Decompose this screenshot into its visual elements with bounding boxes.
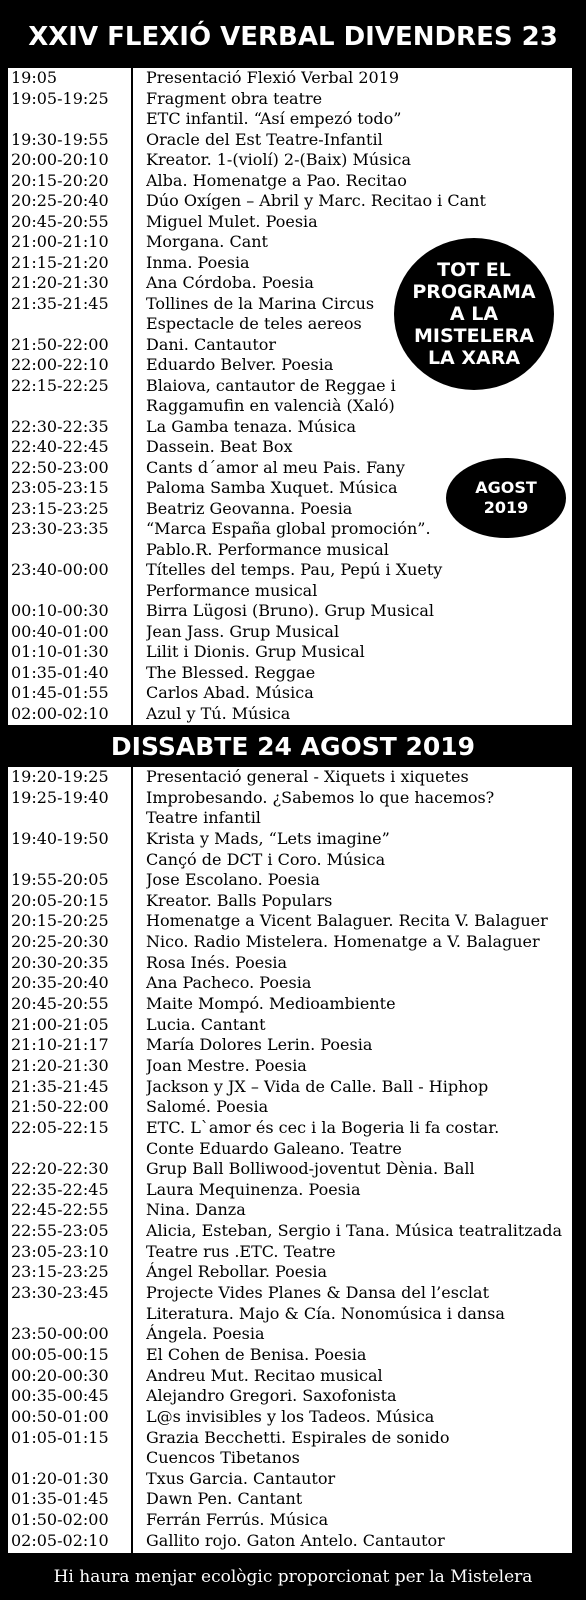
time-slot: 21:35-21:45: [11, 1076, 109, 1096]
time-slot: 22:50-23:00: [11, 457, 109, 477]
act-description: Carlos Abad. Música: [146, 683, 314, 702]
time-slot: 23:30-23:35: [11, 519, 109, 538]
schedule-row: [8, 1242, 572, 1263]
act-description: El Cohen de Benisa. Poesia: [146, 1344, 367, 1364]
act-description: Miguel Mulet. Poesia: [146, 211, 318, 231]
time-slot: 23:30-23:45: [11, 1283, 109, 1303]
act-description: Kreator. 1-(violí) 2-(Baix) Música: [146, 150, 412, 169]
schedule-row: [8, 171, 572, 192]
act-description: Morgana. Cant: [146, 232, 268, 251]
act-description: Dúo Oxígen – Abril y Marc. Recitao i Cant: [146, 191, 486, 210]
date-badge: [446, 458, 566, 538]
time-slot: 22:20-22:30: [11, 1159, 109, 1179]
schedule-row: [8, 1407, 572, 1428]
time-slot: 22:35-22:45: [11, 1179, 109, 1199]
act-description: Ferrán Ferrús. Música: [146, 1510, 329, 1530]
act-description: Dassein. Beat Box: [146, 437, 293, 456]
act-description: Joan Mestre. Poesia: [146, 1055, 307, 1075]
act-description: L@s invisibles y los Tadeos. Música: [146, 1406, 435, 1426]
act-description: Ana Pacheco. Poesia: [146, 973, 312, 993]
act-description: Dani. Cantautor: [146, 334, 277, 354]
act-description: ETC. L`amor és cec i la Bogeria li fa costar.: [146, 1117, 500, 1137]
schedule-row: [8, 417, 572, 438]
act-description: Presentació general - Xiquets i xiquetes: [146, 767, 469, 786]
time-slot: 19:30-19:55: [11, 129, 109, 149]
schedule-row: [8, 68, 572, 89]
time-slot: 22:55-23:05: [11, 1221, 109, 1241]
act-description: Raggamufin en valencià (Xaló): [146, 396, 395, 415]
time-slot: 20:00-20:10: [11, 150, 109, 169]
time-slot: 21:20-21:30: [11, 1055, 109, 1075]
schedule-row: [8, 829, 572, 850]
time-slot: 00:20-00:30: [11, 1365, 109, 1385]
act-description: Dawn Pen. Cantant: [146, 1489, 303, 1509]
time-slot: 20:45-20:55: [11, 211, 109, 231]
time-slot: 21:50-22:00: [11, 334, 109, 354]
schedule-row: [8, 1180, 572, 1201]
time-slot: 19:25-19:40: [11, 787, 109, 807]
act-description: Presentació Flexió Verbal 2019: [146, 68, 400, 87]
schedule-row: [8, 150, 572, 171]
schedule-row: [8, 1510, 572, 1531]
schedule-row: [8, 767, 572, 788]
schedule-row: [8, 396, 572, 417]
act-description: Paloma Samba Xuquet. Música: [146, 478, 398, 497]
act-description: Inma. Poesia: [146, 252, 250, 272]
badge-line: A LA: [449, 303, 499, 325]
time-slot: 19:05: [11, 68, 58, 87]
schedule-row: [8, 1200, 572, 1221]
act-description: Títelles del temps. Pau, Pepú i Xuety: [146, 560, 443, 579]
friday-schedule: [8, 68, 572, 725]
act-description: Eduardo Belver. Poesia: [146, 355, 334, 374]
schedule-row: [8, 1531, 572, 1552]
act-description: Grup Ball Bolliwood-joventut Dènia. Ball: [146, 1159, 475, 1179]
time-slot: 01:45-01:55: [11, 683, 109, 702]
act-description: Nico. Radio Mistelera. Homenatge a V. Balaguer: [146, 932, 540, 952]
time-slot: 23:50-00:00: [11, 1324, 109, 1344]
saturday-rows: [8, 767, 572, 1551]
act-description: Teatre rus .ETC. Teatre: [146, 1241, 336, 1261]
act-description: Alicia, Esteban, Sergio i Tana. Música teatralitzada: [146, 1221, 563, 1241]
schedule-row: [8, 788, 572, 809]
schedule-row: [8, 130, 572, 151]
schedule-row: [8, 1304, 572, 1325]
act-description: Jean Jass. Grup Musical: [146, 621, 340, 641]
time-slot: 00:35-00:45: [11, 1386, 109, 1406]
schedule-row: [8, 1366, 572, 1387]
schedule-row: [8, 560, 572, 581]
act-description: Kreator. Balls Populars: [146, 890, 333, 910]
time-slot: 22:15-22:25: [11, 375, 109, 395]
time-slot: 20:15-20:20: [11, 170, 109, 190]
schedule-row: [8, 1077, 572, 1098]
schedule-row: [8, 1159, 572, 1180]
act-description: “Marca España global promoción”.: [146, 519, 431, 538]
time-slot: 23:05-23:15: [11, 478, 109, 497]
schedule-row: [8, 911, 572, 932]
time-slot: 22:05-22:15: [11, 1117, 109, 1137]
schedule-row: [8, 1056, 572, 1077]
schedule-row: [8, 704, 572, 725]
act-description: Alejandro Gregori. Saxofonista: [146, 1386, 397, 1406]
act-description: Teatre infantil: [146, 808, 261, 828]
act-description: Laura Mequinenza. Poesia: [146, 1179, 361, 1199]
act-description: Conte Eduardo Galeano. Teatre: [146, 1138, 402, 1158]
act-description: Andreu Mut. Recitao musical: [146, 1365, 383, 1385]
time-slot: 02:00-02:10: [11, 703, 109, 723]
act-description: Jackson y JX – Vida de Calle. Ball - Hiphop: [146, 1076, 489, 1096]
act-description: Ana Córdoba. Poesia: [146, 273, 314, 292]
act-description: Fragment obra teatre: [146, 88, 323, 108]
act-description: Gallito rojo. Gaton Antelo. Cantautor: [146, 1530, 445, 1550]
schedule-row: [8, 212, 572, 233]
time-slot: 21:50-22:00: [11, 1097, 109, 1117]
act-description: Tollines de la Marina Circus: [146, 293, 375, 313]
schedule-row: [8, 663, 572, 684]
schedule-row: [8, 932, 572, 953]
time-slot: 22:00-22:10: [11, 355, 109, 374]
act-description: Salomé. Poesia: [146, 1097, 269, 1117]
act-description: Projecte Vides Planes & Dansa del l’esclat: [146, 1283, 489, 1303]
time-slot: 20:05-20:15: [11, 890, 109, 910]
schedule-row: [8, 1489, 572, 1510]
time-slot: 22:45-22:55: [11, 1200, 109, 1220]
act-description: Homenatge a Vicent Balaguer. Recita V. Balaguer: [146, 911, 548, 931]
schedule-row: [8, 1118, 572, 1139]
schedule-row: [8, 808, 572, 829]
time-slot: 23:40-00:00: [11, 560, 109, 579]
schedule-row: [8, 973, 572, 994]
schedule-row: [8, 109, 572, 130]
time-slot: 20:45-20:55: [11, 994, 109, 1014]
act-description: Birra Lügosi (Bruno). Grup Musical: [146, 601, 435, 620]
time-slot: 01:50-02:00: [11, 1510, 109, 1530]
schedule-row: [8, 850, 572, 871]
schedule-row: [8, 622, 572, 643]
schedule-row: [8, 1262, 572, 1283]
time-slot: 20:30-20:35: [11, 952, 109, 972]
time-slot: 21:10-21:17: [11, 1035, 109, 1055]
time-slot: 02:05-02:10: [11, 1530, 109, 1550]
schedule-row: [8, 683, 572, 704]
schedule-row: [8, 1097, 572, 1118]
act-description: Literatura. Majo & Cía. Nonomúsica i dansa: [146, 1303, 505, 1323]
time-slot: 21:15-21:20: [11, 252, 109, 272]
schedule-row: [8, 1015, 572, 1036]
time-slot: 20:15-20:25: [11, 911, 109, 931]
act-description: Lilit i Dionis. Grup Musical: [146, 642, 365, 661]
time-slot: 01:05-01:15: [11, 1427, 109, 1447]
page-title: XXIV FLEXIÓ VERBAL DIVENDRES 23: [28, 22, 558, 52]
act-description: Grazia Becchetti. Espirales de sonido: [146, 1427, 450, 1447]
schedule-row: [8, 870, 572, 891]
act-description: Performance musical: [146, 580, 318, 600]
time-slot: 00:50-01:00: [11, 1406, 109, 1426]
act-description: Cants d´amor al meu Pais. Fany: [146, 457, 405, 477]
act-description: Blaiova, cantautor de Reggae i: [146, 375, 396, 395]
schedule-row: [8, 1221, 572, 1242]
schedule-row: [8, 994, 572, 1015]
time-slot: 23:15-23:25: [11, 498, 109, 518]
time-slot: 20:35-20:40: [11, 973, 109, 993]
schedule-row: [8, 191, 572, 212]
time-slot: 23:15-23:25: [11, 1262, 109, 1282]
time-slot: 01:20-01:30: [11, 1468, 109, 1488]
act-description: Nina. Danza: [146, 1200, 246, 1220]
saturday-title: DISSABTE 24 AGOST 2019: [110, 732, 476, 761]
act-description: Txus Garcia. Cantautor: [146, 1468, 336, 1488]
act-description: Lucia. Cantant: [146, 1014, 266, 1034]
act-description: La Gamba tenaza. Música: [146, 416, 357, 436]
schedule-row: [8, 437, 572, 458]
act-description: Cuencos Tibetanos: [146, 1448, 300, 1468]
schedule-row: [8, 601, 572, 622]
schedule-row: [8, 1139, 572, 1160]
act-description: Ángela. Poesia: [146, 1324, 265, 1344]
badge-line: LA XARA: [427, 347, 521, 369]
time-slot: 21:20-21:30: [11, 273, 109, 292]
act-description: Improbesando. ¿Sabemos lo que hacemos?: [146, 787, 495, 807]
schedule-row: [8, 540, 572, 561]
badge-year: 2019: [483, 498, 529, 517]
act-description: Beatriz Geovanna. Poesia: [146, 498, 353, 518]
schedule-row: [8, 891, 572, 912]
time-slot: 22:40-22:45: [11, 437, 109, 456]
time-slot: 01:10-01:30: [11, 642, 109, 661]
time-slot: 20:25-20:40: [11, 191, 109, 210]
act-description: ETC infantil. “Así empezó todo”: [146, 109, 402, 128]
act-description: Cançó de DCT i Coro. Música: [146, 849, 386, 869]
act-description: Pablo.R. Performance musical: [146, 539, 389, 559]
schedule-row: [8, 1345, 572, 1366]
time-slot: 00:05-00:15: [11, 1344, 109, 1364]
act-description: Oracle del Est Teatre-Infantil: [146, 129, 383, 149]
time-slot: 00:40-01:00: [11, 621, 109, 641]
time-slot: 19:20-19:25: [11, 767, 109, 786]
time-slot: 21:00-21:05: [11, 1014, 109, 1034]
act-description: Espectacle de teles aereos: [146, 314, 362, 333]
schedule-row: [8, 1035, 572, 1056]
schedule-row: [8, 953, 572, 974]
badge-month: AGOST: [475, 478, 537, 497]
act-description: Ángel Rebollar. Poesia: [146, 1262, 328, 1282]
time-slot: 19:55-20:05: [11, 870, 109, 890]
time-slot: 01:35-01:40: [11, 662, 109, 682]
time-slot: 21:00-21:10: [11, 232, 109, 251]
act-description: The Blessed. Reggae: [146, 662, 316, 682]
badge-line: TOT EL: [437, 259, 511, 281]
friday-rows: [8, 68, 572, 724]
act-description: Alba. Homenatge a Pao. Recitao: [146, 170, 407, 190]
act-description: Rosa Inés. Poesia: [146, 952, 288, 972]
badge-line: PROGRAMA: [412, 281, 536, 303]
program-location-badge: [394, 238, 554, 390]
badge-line: MISTELERA: [413, 325, 535, 347]
schedule-row: [8, 1428, 572, 1449]
time-slot: 22:30-22:35: [11, 416, 109, 436]
time-slot: 20:25-20:30: [11, 932, 109, 952]
act-description: Maite Mompó. Medioambiente: [146, 994, 396, 1014]
saturday-schedule: [8, 767, 572, 1553]
schedule-row: [8, 1386, 572, 1407]
schedule-row: [8, 642, 572, 663]
time-slot: 19:40-19:50: [11, 828, 109, 848]
schedule-row: [8, 1324, 572, 1345]
time-slot: 23:05-23:10: [11, 1241, 109, 1261]
time-slot: 00:10-00:30: [11, 601, 109, 620]
schedule-row: [8, 1448, 572, 1469]
time-slot: 21:35-21:45: [11, 293, 109, 313]
footer-note: Hi haura menjar ecològic proporcionat per la Mistelera: [53, 1567, 533, 1587]
time-slot: 01:35-01:45: [11, 1489, 109, 1509]
act-description: Jose Escolano. Poesia: [146, 870, 320, 890]
schedule-row: [8, 1283, 572, 1304]
schedule-row: [8, 581, 572, 602]
act-description: Azul y Tú. Música: [146, 703, 291, 723]
act-description: María Dolores Lerin. Poesia: [146, 1035, 373, 1055]
time-slot: 19:05-19:25: [11, 88, 109, 108]
schedule-row: [8, 1469, 572, 1490]
act-description: Krista y Mads, “Lets imagine”: [146, 828, 390, 848]
schedule-row: [8, 89, 572, 110]
